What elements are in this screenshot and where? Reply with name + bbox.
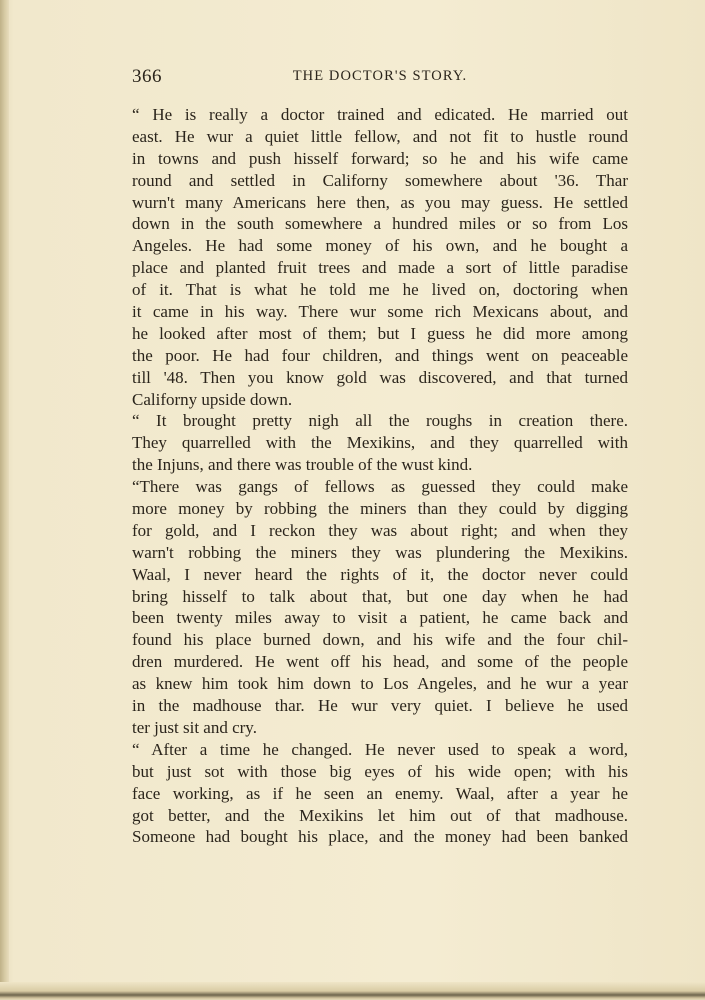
- page-bottom-edge: [0, 982, 705, 1000]
- body-text: [132, 104, 628, 848]
- text-line: till '48. Then you know gold was discovered, and that turned: [132, 367, 628, 387]
- text-line: down in the south somewhere a hundred miles or so from Los: [132, 214, 628, 234]
- text-line: the poor. He had four children, and things went on peaceable: [132, 345, 628, 365]
- text-line: face working, as if he seen an enemy. Waal, after a year he: [132, 783, 628, 803]
- text-line: in towns and push hisself forward; so he and his wife came: [132, 148, 628, 168]
- text-line: got better, and the Mexikins let him out of that madhouse.: [132, 805, 628, 825]
- text-line: been twenty miles away to visit a patient, he came back and: [132, 608, 628, 628]
- text-line: but just sot with those big eyes of his wide open; with his: [132, 761, 628, 781]
- text-line: he looked after most of them; but I guess he did more among: [132, 323, 628, 343]
- text-line: wurn't many Americans here then, as you may guess. He settled: [132, 192, 628, 212]
- text-line: of it. That is what he told me he lived on, doctoring when: [132, 280, 628, 300]
- text-line: Waal, I never heard the rights of it, the doctor never could: [132, 564, 628, 584]
- text-line: They quarrelled with the Mexikins, and they quarrelled with: [132, 433, 628, 453]
- text-line: “ After a time he changed. He never used to speak a word,: [132, 739, 628, 759]
- text-line: “ It brought pretty nigh all the roughs in creation there.: [132, 411, 628, 431]
- text-line: for gold, and I reckon they was about right; and when they: [132, 520, 628, 540]
- text-line: dren murdered. He went off his head, and some of the people: [132, 652, 628, 672]
- text-line: ter just sit and cry.: [132, 717, 257, 737]
- text-line: east. He wur a quiet little fellow, and not fit to hustle round: [132, 126, 628, 146]
- text-line: in the madhouse thar. He wur very quiet. I believe he used: [132, 696, 628, 716]
- text-line: round and settled in Californy somewhere about '36. Thar: [132, 170, 628, 190]
- text-line: as knew him took him down to Los Angeles, and he wur a year: [132, 674, 628, 694]
- running-title: THE DOCTOR'S STORY.: [292, 68, 468, 84]
- page-header: [132, 66, 628, 90]
- text-line: place and planted fruit trees and made a sort of little paradise: [132, 258, 628, 278]
- page-binding-edge: [0, 0, 9, 1000]
- text-line: found his place burned down, and his wife and the four chil-: [132, 630, 628, 650]
- text-line: Californy upside down.: [132, 389, 293, 409]
- text-line: Angeles. He had some money of his own, and he bought a: [132, 236, 628, 256]
- text-line: “ He is really a doctor trained and edicated. He married out: [132, 105, 628, 124]
- text-line: “There was gangs of fellows as guessed they could make: [132, 477, 628, 497]
- page-number: 366: [132, 66, 162, 87]
- text-line: it came in his way. There wur some rich Mexicans about, and: [132, 302, 628, 322]
- text-line: more money by robbing the miners than they could by digging: [132, 499, 628, 519]
- text-line: warn't robbing the miners they was plundering the Mexikins.: [132, 542, 628, 562]
- text-line: bring hisself to talk about that, but one day when he had: [132, 586, 628, 606]
- text-line: the Injuns, and there was trouble of the wust kind.: [132, 455, 473, 475]
- text-line: Someone had bought his place, and the money had been banked: [132, 827, 628, 847]
